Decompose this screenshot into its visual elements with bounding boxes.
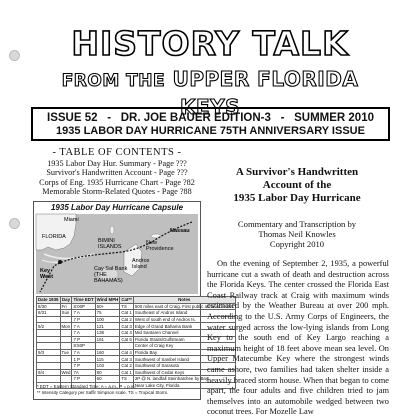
table-cell: 9/2 xyxy=(37,323,61,330)
table-cell: Cat 1 xyxy=(121,310,132,316)
table-cell xyxy=(37,356,61,363)
table-row xyxy=(37,310,236,317)
table-cell: Southeast of Andros Island xyxy=(133,310,235,317)
table-cell: 7 P xyxy=(72,336,95,343)
table-cell: Sun xyxy=(60,310,72,317)
table-cell: Cat 5 xyxy=(121,336,132,342)
table-cell: 7 P xyxy=(72,362,95,369)
column-header: Date 1935 xyxy=(38,297,59,303)
figure-title: 1935 Labor Day Hurricane Capsule xyxy=(50,203,184,212)
toc-item[interactable]: Memorable Storm-Related Quotes - Page ?88 xyxy=(42,187,192,197)
article-title xyxy=(206,166,388,205)
issue-dash-1: - xyxy=(107,112,112,124)
table-cell: Cat 2 xyxy=(121,317,132,323)
table-cell: 7 A xyxy=(72,323,95,330)
column-header: Notes xyxy=(133,297,235,304)
punch-hole-middle xyxy=(9,218,20,229)
table-cell: 161 xyxy=(95,336,120,343)
table-cell: Southwest of Sarasota xyxy=(133,362,235,369)
table-cell: Tue xyxy=(60,349,72,356)
figure-note: ** Intensity Category per Saffir Simpson scale. TS = Tropical Storm. xyxy=(37,389,169,395)
masthead-region: UPPER FLORIDA KEYS xyxy=(172,67,359,119)
table-cell: TS xyxy=(120,303,134,310)
table-cell xyxy=(60,336,72,343)
table-cell: 103 xyxy=(95,362,120,369)
table-cell: 2P @ N. landfall Steinhatchee by Bay xyxy=(133,376,235,383)
table-cell xyxy=(95,343,120,350)
table-cell: TS xyxy=(120,376,134,383)
table-cell: 8:00P xyxy=(72,303,95,310)
table-cell: 500 miles east of Craig. First public announcement xyxy=(134,303,234,309)
map-label-key-west: Key West xyxy=(40,268,54,280)
table-cell xyxy=(37,376,61,383)
table-cell: Southwest of Cedar Keys xyxy=(133,369,235,376)
issue-headline: 1935 LABOR DAY HURRICANE 75TH ANNIVERSARY ISSUE xyxy=(56,125,365,137)
masthead-title: HISTORY TALK xyxy=(71,24,349,63)
table-cell: Mid Santaren Channel xyxy=(133,329,235,336)
table-cell: Center of Craig Key xyxy=(133,343,235,350)
table-cell: 50+ xyxy=(95,303,120,310)
table-cell xyxy=(60,356,72,363)
column-header: Cat** xyxy=(121,297,132,303)
table-cell: 9/4 xyxy=(37,369,61,376)
masthead-from: FROM THE xyxy=(61,71,166,91)
table-header-row xyxy=(37,297,236,304)
table-row xyxy=(37,336,236,343)
table-body xyxy=(37,303,236,389)
table-cell: 7 P xyxy=(72,376,95,383)
toc-title: - TABLE OF CONTENTS - xyxy=(52,147,182,158)
table-cell xyxy=(37,329,61,336)
table-cell: West of south end of Andros Is. xyxy=(133,316,235,323)
table-cell: Cat 2 xyxy=(121,363,132,369)
article-body: On the evening of September 2, 1935, a powerful hurricane cut a swath of death and destruction across the Florida Keys. The center crossed the Florida East Coast Railway track at Craig with maximum winds estimated by the Weather Bureau at over 200 mph. According to the U.S. Army Corps of Engineers, the water surged across the low-lying islands from Long Key to the south end of Key Largo reaching a maximum height of 18 feet above mean sea level. On Upper Matecumbe Key where the strongest winds came ashore, two families had taken shelter inside a heavily braced storm house. When that began to come apart, the four adults and five children tried to jam themselves into an automobile wedged between two coconut trees. For Mozelle Law xyxy=(207,259,389,417)
table-cell: 7 A xyxy=(72,310,95,317)
issue-dash-2: - xyxy=(280,112,285,124)
table-cell: Edge of Grand Bahama Bank xyxy=(133,323,235,330)
map-label-miami: Miami xyxy=(64,217,79,223)
issue-info-row xyxy=(33,111,388,125)
table-cell xyxy=(37,362,61,369)
map-label-florida: FLORIDA xyxy=(42,234,66,240)
table-cell: 7 A xyxy=(72,349,95,356)
article-title-line: 1935 Labor Day Hurricane xyxy=(233,192,361,204)
toc-item[interactable]: Corps of Eng. 1935 Hurricane Chart - Page ?82 xyxy=(39,177,195,187)
table-cell: Florida Straits/Gulfstream xyxy=(133,336,235,343)
table-cell: 7 A xyxy=(72,329,95,336)
table-row xyxy=(37,349,236,356)
table-cell xyxy=(60,343,72,350)
table-row xyxy=(37,323,236,330)
map-label-bimini: BIMINI ISLANDS xyxy=(98,238,122,250)
issue-banner xyxy=(31,107,390,141)
table-cell: Near Lake City, Florida xyxy=(133,382,235,389)
table-cell: 7A xyxy=(72,369,95,376)
table-cell: 80 xyxy=(95,369,120,376)
table-row xyxy=(37,356,236,363)
table-cell: 121 xyxy=(95,323,120,330)
author-name: Thomas Neil Knowles xyxy=(258,229,336,239)
table-row xyxy=(37,329,236,336)
masthead xyxy=(34,26,386,120)
table-cell xyxy=(60,362,72,369)
issue-edition: DR. JOE BAUER EDITION-3 xyxy=(120,112,271,124)
hurricane-track-table xyxy=(36,296,236,389)
map-label-new-providence: New Providence xyxy=(146,240,174,252)
figure-notes xyxy=(37,384,197,395)
copyright-line: Copyright 2010 xyxy=(269,239,325,249)
table-cell: 138 xyxy=(95,329,120,336)
table-cell: Southwest of Sanibel Island xyxy=(133,356,235,363)
table-cell: 75 xyxy=(95,310,120,317)
table-cell xyxy=(37,336,61,343)
issue-number: ISSUE 52 xyxy=(47,112,98,124)
table-row xyxy=(37,303,236,310)
map-label-nassau: Nassau xyxy=(170,228,190,234)
table-cell: 7 P xyxy=(72,316,95,323)
table-cell: 9/3 xyxy=(37,349,61,356)
table-cell xyxy=(120,343,134,350)
table-row xyxy=(37,343,236,350)
figure-note: * EDT = Eastern Standard Time; A = a.m., P = p.m. xyxy=(37,384,136,389)
column-header: Wind MPH xyxy=(96,297,119,303)
table-row xyxy=(37,362,236,369)
article-title-line: Account of the xyxy=(262,179,332,191)
table-cell: 8/30 xyxy=(37,303,61,310)
map-label-andros: Andros Island xyxy=(132,258,150,270)
table-row xyxy=(37,316,236,323)
punch-hole-top xyxy=(9,50,20,61)
table-row xyxy=(37,369,236,376)
table-cell: Wed xyxy=(61,369,71,375)
hurricane-map xyxy=(36,214,198,294)
table-cell: Cat 4 xyxy=(121,350,132,356)
table-cell: 160 xyxy=(95,349,120,356)
table-cell: 100 xyxy=(95,316,120,323)
toc-item[interactable]: Survivor's Handwritten Account - Page ??? xyxy=(46,168,188,178)
issue-season: SUMMER 2010 xyxy=(294,112,374,124)
table-cell xyxy=(60,316,72,323)
hurricane-summary-figure xyxy=(33,201,234,400)
toc-item[interactable]: 1935 Labor Day Hur. Summary - Page ??? xyxy=(47,159,187,168)
table-cell: Cat 3 xyxy=(121,356,132,362)
table-cell: Florida Bay xyxy=(133,349,235,356)
table-cell: Fri xyxy=(60,303,72,310)
table-row xyxy=(37,376,236,383)
table-cell: 8:50P xyxy=(72,343,95,350)
table-cell: Cat 4 xyxy=(121,330,132,336)
table-cell xyxy=(60,329,72,336)
table-cell: Cat 1 xyxy=(121,369,132,375)
article-title-line: A Survivor's Handwritten xyxy=(235,166,359,178)
table-cell xyxy=(60,376,72,383)
table-of-contents xyxy=(33,147,201,197)
table-cell: 8/31 xyxy=(37,310,61,317)
article-credits xyxy=(206,219,388,249)
map-label-cay-sal: Cay Sal Bank (THE BAHAMAS) xyxy=(94,266,128,284)
table-cell: 1 P xyxy=(72,356,95,363)
table-cell: Cat 3 xyxy=(121,323,132,329)
column-header: Day xyxy=(61,297,71,303)
table-cell: 115 xyxy=(95,356,120,363)
table-cell xyxy=(37,316,61,323)
table-cell xyxy=(37,343,61,350)
column-header: Time EDT xyxy=(73,297,94,303)
credit-line: Commentary and Transcription by xyxy=(237,219,357,229)
table-cell: Mon xyxy=(61,323,71,329)
table-cell: 60 xyxy=(95,376,120,383)
